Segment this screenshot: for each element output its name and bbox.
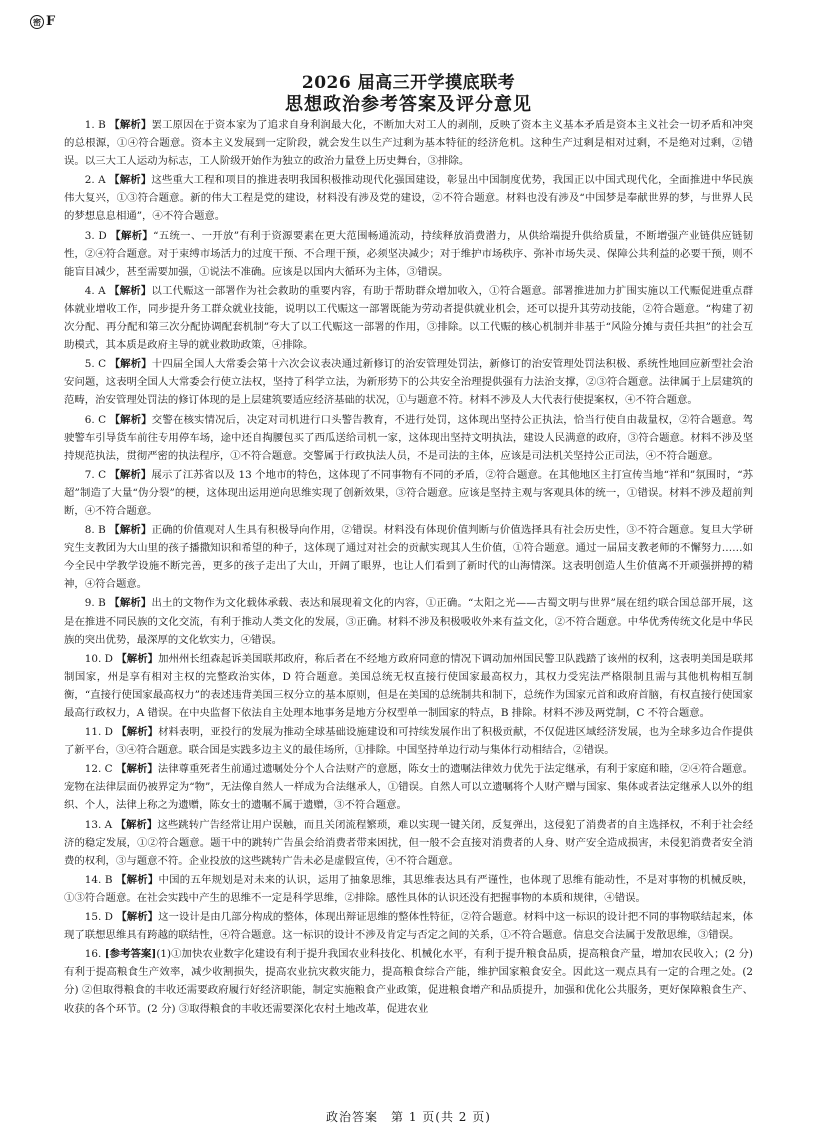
answer-tag: 【解析】 bbox=[109, 358, 152, 371]
answer-item bbox=[64, 594, 753, 648]
answer-text: 材料表明，亚投行的发展为推动全球基础设施建设和可持续发展作出了积极贡献，不仅促进区域经济发展，也为全球多边合作提供了新平台，③④符合题意。联合国是实践多边主义的最佳场所，①排除。中国坚持单边行动与集体行动相结合，②错误。 bbox=[64, 726, 753, 757]
answer-number: 2. A bbox=[84, 174, 106, 187]
answer-text: 法律尊重死者生前通过遗嘱处分个人合法财产的意愿，陈女士的遗嘱法律效力优先于法定继承，有利于家庭和睦，②④符合题意。宠物在法律层面仍被界定为“物”，无法像自然人一样成为合法继承人，①错误。自然人可以立遗嘱将个人财产赠与国家、集体或者法定继承人以外的组织、个人，法律上称之为遗赠，陈女士的遗嘱不属于遗赠，③不符合题意。 bbox=[64, 763, 753, 812]
answer-number: 6. C bbox=[84, 413, 107, 426]
answer-number: 3. D bbox=[84, 229, 107, 242]
answer-item bbox=[64, 650, 753, 722]
answer-item bbox=[64, 945, 753, 1017]
answer-item bbox=[64, 760, 753, 814]
answer-number: 4. A bbox=[84, 284, 106, 297]
answer-tag: [参考答案] bbox=[104, 948, 157, 961]
corner-letter: F bbox=[46, 14, 56, 29]
answer-text: 出土的文物作为文化载体承载、表达和展现着文化的内容，①正确。“太阳之光——古蜀文明与世界”展在纽约联合国总部开展，这是在推进不同民族的文化交流，有利于推动人类文化的发展，③正确。材料不涉及积极吸收外来有益文化，②不符合题意。中华优秀传统文化是中华民族的突出优势，最深厚的文化软实力，④错误。 bbox=[64, 597, 753, 646]
page-title: 2026 届高三开学摸底联考 bbox=[301, 73, 516, 93]
seal-icon: 密 bbox=[30, 15, 44, 29]
answer-text: 以工代赈这一部署作为社会救助的重要内容，有助于帮助群众增加收入，①符合题意。部署推进加力扩围实施以工代赈促进重点群体就业增收工作，同步提升务工群众就业技能，说明以工代赈这一部署既能为劳动者提供就业机会，还可以提升其劳动技能，②符合题意。“构建了初次分配、再分配和第三次分配协调配套机制”夸大了以工代赈这一部署的作用，③排除。以工代赈的核心机制并非基于“风险分摊与责任共担”的社会互助模式，其本质是政府主导的就业救助政策，④排除。 bbox=[64, 284, 753, 352]
answer-text: 加州州长纽森起诉美国联邦政府，称后者在不经地方政府同意的情况下调动加州国民警卫队践踏了该州的权利，这表明美国是联邦制国家，州是享有相对主权的完整政治实体，D 符合题意。美国总统无权直接行使国家最高权力，其权力受宪法严格限制且需与其他机构相互制衡，“直接行使国家最高权力”的表述违背美国三权分立的基本原则，但是在美国的总统制共和制下，总统作为国家元首和政府首脑，有权直接行使国家最高行政权力，A 错误。在中央监督下依法自主处理本地事务是地方分权型单一制国家的特点，B 排除。材料不涉及两党制，C 不符合题意。 bbox=[64, 652, 753, 719]
answer-tag: 【解析】 bbox=[109, 284, 152, 297]
answer-number: 15. D bbox=[84, 911, 114, 924]
answer-text: 这些跳转广告经常让用户误触，而且关闭流程繁琐，难以实现一键关闭，反复弹出，这侵犯了消费者的自主选择权，不利于社会经济的稳定发展，①②符合题意。题干中的跳转广告虽会给消费者带来困扰，但一般不会直接对消费者的人身、财产安全造成损害，未侵犯消费者安全消费的权利，③与题意不符。企业投放的这些跳转广告未必是虚假宣传，④不符合题意。 bbox=[64, 818, 753, 867]
answer-item bbox=[64, 282, 753, 354]
answer-item bbox=[64, 723, 753, 759]
answer-tag: 【解析】 bbox=[109, 524, 152, 537]
answer-item bbox=[64, 116, 753, 170]
answer-tag: 【解析】 bbox=[116, 911, 159, 924]
answer-item bbox=[64, 871, 753, 907]
answer-tag: 【解析】 bbox=[116, 652, 159, 665]
answer-number: 1. B bbox=[84, 119, 106, 131]
page-footer: 政治答案 第 1 页(共 2 页) bbox=[326, 1110, 491, 1124]
answer-number: 10. D bbox=[84, 652, 114, 665]
answer-number: 13. A bbox=[84, 818, 113, 831]
answer-item bbox=[64, 171, 753, 225]
answer-text: 交警在核实情况后，决定对司机进行口头警告教育，不进行处罚，这体现出坚持公正执法，恰当行使自由裁量权，②符合题意。驾驶警车引导货车前往专用停车场，途中还自掏腰包买了西瓜送给司机一家，这体现出坚持文明执法，建设人民满意的政府，③符合题意。材料不涉及坚持规范执法，贯彻严密的执法程序，①不符合题意。交警属于行政执法人员，不是司法的主体，应该是司法机关坚持公正司法，④不符合题意。 bbox=[64, 413, 753, 462]
answer-tag: 【解析】 bbox=[116, 873, 159, 886]
answer-number: 12. C bbox=[84, 763, 113, 776]
answer-text: 正确的价值观对人生具有积极导向作用，②错误。材料没有体现价值判断与价值选择具有社会历史性，③不符合题意。复旦大学研究生支教团为大山里的孩子播撒知识和希望的种子，这体现了通过对社会的贡献实现其人生价值，①符合题意。通过一届届支教老师的不懈努力……如今全民中学教学设施不断完善，更多的孩子走出了大山，开阔了眼界，也让人们看到了新时代的山海情深。这表明创造人生价值离不开顽强拼搏的精神，④符合题意。 bbox=[64, 524, 753, 591]
answer-tag: 【解析】 bbox=[109, 468, 152, 481]
answer-text: 十四届全国人大常委会第十六次会议表决通过新修订的治安管理处罚法，新修订的治安管理处罚法积极、系统性地回应新型社会治安问题，这表明全国人大常委会行使立法权，坚持了科学立法，为新形势下的公共安全治理提供强有力法治支撑，②③符合题意。法律属于上层建筑的范畴，治安管理处罚法的修订体现的是上层建筑要适应经济基础的状况，①与题意不符。材料不涉及人大代表行使提案权，④不符合题意。 bbox=[64, 358, 753, 407]
answer-item bbox=[64, 816, 753, 870]
answer-tag: 【解析】 bbox=[109, 119, 152, 131]
answer-tag: 【解析】 bbox=[109, 413, 152, 426]
answer-text: “五统一、一开放”有利于资源要素在更大范围畅通流动，持续释放消费潜力，从供给端提升供给质量，不断增强产业链供应链韧性，②④符合题意。对于束缚市场活力的过度干预、不合理干预，必须坚决减少；对于维护市场秩序、弥补市场失灵、保障公共利益的必要干预，则不能盲目减少，甚至需要加强，①说法不准确。应该是以国内大循环为主体，③错误。 bbox=[64, 229, 753, 278]
answer-item bbox=[64, 355, 753, 409]
answer-list bbox=[64, 116, 753, 1096]
answer-number: 16. bbox=[84, 948, 102, 961]
answer-number: 8. B bbox=[84, 524, 106, 537]
answer-item bbox=[64, 908, 753, 944]
answer-item bbox=[64, 466, 753, 520]
answer-text: 中国的五年规划是对未来的认识，运用了抽象思维，其思维表达具有严谨性，也体现了思维有能动性，不是对事物的机械反映，①③符合题意。在社会实践中产生的思维不一定是科学思维，②排除。感性具体的认识还没有把握事物的本质和规律，④错误。 bbox=[64, 873, 753, 904]
answer-number: 7. C bbox=[84, 468, 107, 481]
answer-text: (1)①加快农业数字化建设有利于提升我国农业科技化、机械化水平，有利于提升粮食品质，提高粮食产量，增加农民收入；(2 分) 有利于提高粮食生产效率，减少收割损失，提高农业抗灾救灾能力，提高粮食综合产能，维护国家粮食安全。因此这一观点具有一定的合理之处。(2 分) ②但取得粮食的丰收还需要政府履行好经济职能，制定实施粮食产业政策，促进粮食增产和品质提升，加强和优化公共服务，更好保障粮食生产、收获的各个环节。(2 分) ③取得粮食的丰收还需要深化农村土地改革，促进农业 bbox=[64, 948, 753, 1015]
answer-text: 这些重大工程和项目的推进表明我国积极推动现代化强国建设，彰显出中国制度优势，我国正以中国式现代化，全面推进中华民族伟大复兴，①③符合题意。新的伟大工程是党的建设，材料没有涉及党的建设，②不符合题意。材料也没有涉及“中国梦是奉献世界的梦，与世界人民的梦想息息相通”，④不符合题意。 bbox=[64, 174, 753, 223]
answer-number: 9. B bbox=[84, 597, 106, 610]
answer-tag: 【解析】 bbox=[110, 229, 154, 242]
answer-tag: 【解析】 bbox=[116, 763, 158, 776]
answer-tag: 【解析】 bbox=[109, 174, 152, 187]
answer-text: 展示了江苏省以及 13 个地市的特色，这体现了不同事物有不同的矛盾，②符合题意。在其他地区主打宣传当地“祥和”氛围时，“苏超”制造了大量“伪分裂”的梗，这体现出运用逆向思维实现了创新效果，③符合题意。应该是坚持主观与客观具体的统一，①错误。材料不涉及超前判断，④不符合题意。 bbox=[64, 468, 753, 517]
answer-number: 14. B bbox=[84, 873, 113, 886]
answer-text: 罢工原因在于资本家为了追求自身利润最大化，不断加大对工人的剥削，反映了资本主义基本矛盾是资本主义社会一切矛盾和冲突的总根源，①④符合题意。资本主义发展到一定阶段，就会发生以生产过剩为基本特征的经济危机。这种生产过剩是相对过剩，不是绝对过剩，②错误。以三大工人运动为标志，工人阶级开始作为独立的政治力量登上历史舞台，③排除。 bbox=[64, 119, 753, 168]
answer-number: 5. C bbox=[84, 358, 107, 371]
answer-item bbox=[64, 411, 753, 465]
answer-number: 11. D bbox=[84, 726, 114, 739]
page-subtitle: 思想政治参考答案及评分意见 bbox=[285, 94, 532, 115]
answer-tag: 【解析】 bbox=[115, 818, 158, 831]
answer-tag: 【解析】 bbox=[109, 597, 152, 610]
answer-item bbox=[64, 227, 753, 281]
answer-item bbox=[64, 521, 753, 593]
answer-tag: 【解析】 bbox=[116, 726, 159, 739]
answer-text: 这一设计是由几部分构成的整体，体现出辩证思维的整体性特征，②符合题意。材料中这一标识的设计把不同的事物联结起来，体现了联想思维具有跨越的联结性，④符合题意。这一标识的设计不涉及肯定与否定之间的关系，①不符合题意。信息交合法属于发散思维，③错误。 bbox=[64, 911, 753, 942]
corner-mark bbox=[30, 14, 55, 29]
